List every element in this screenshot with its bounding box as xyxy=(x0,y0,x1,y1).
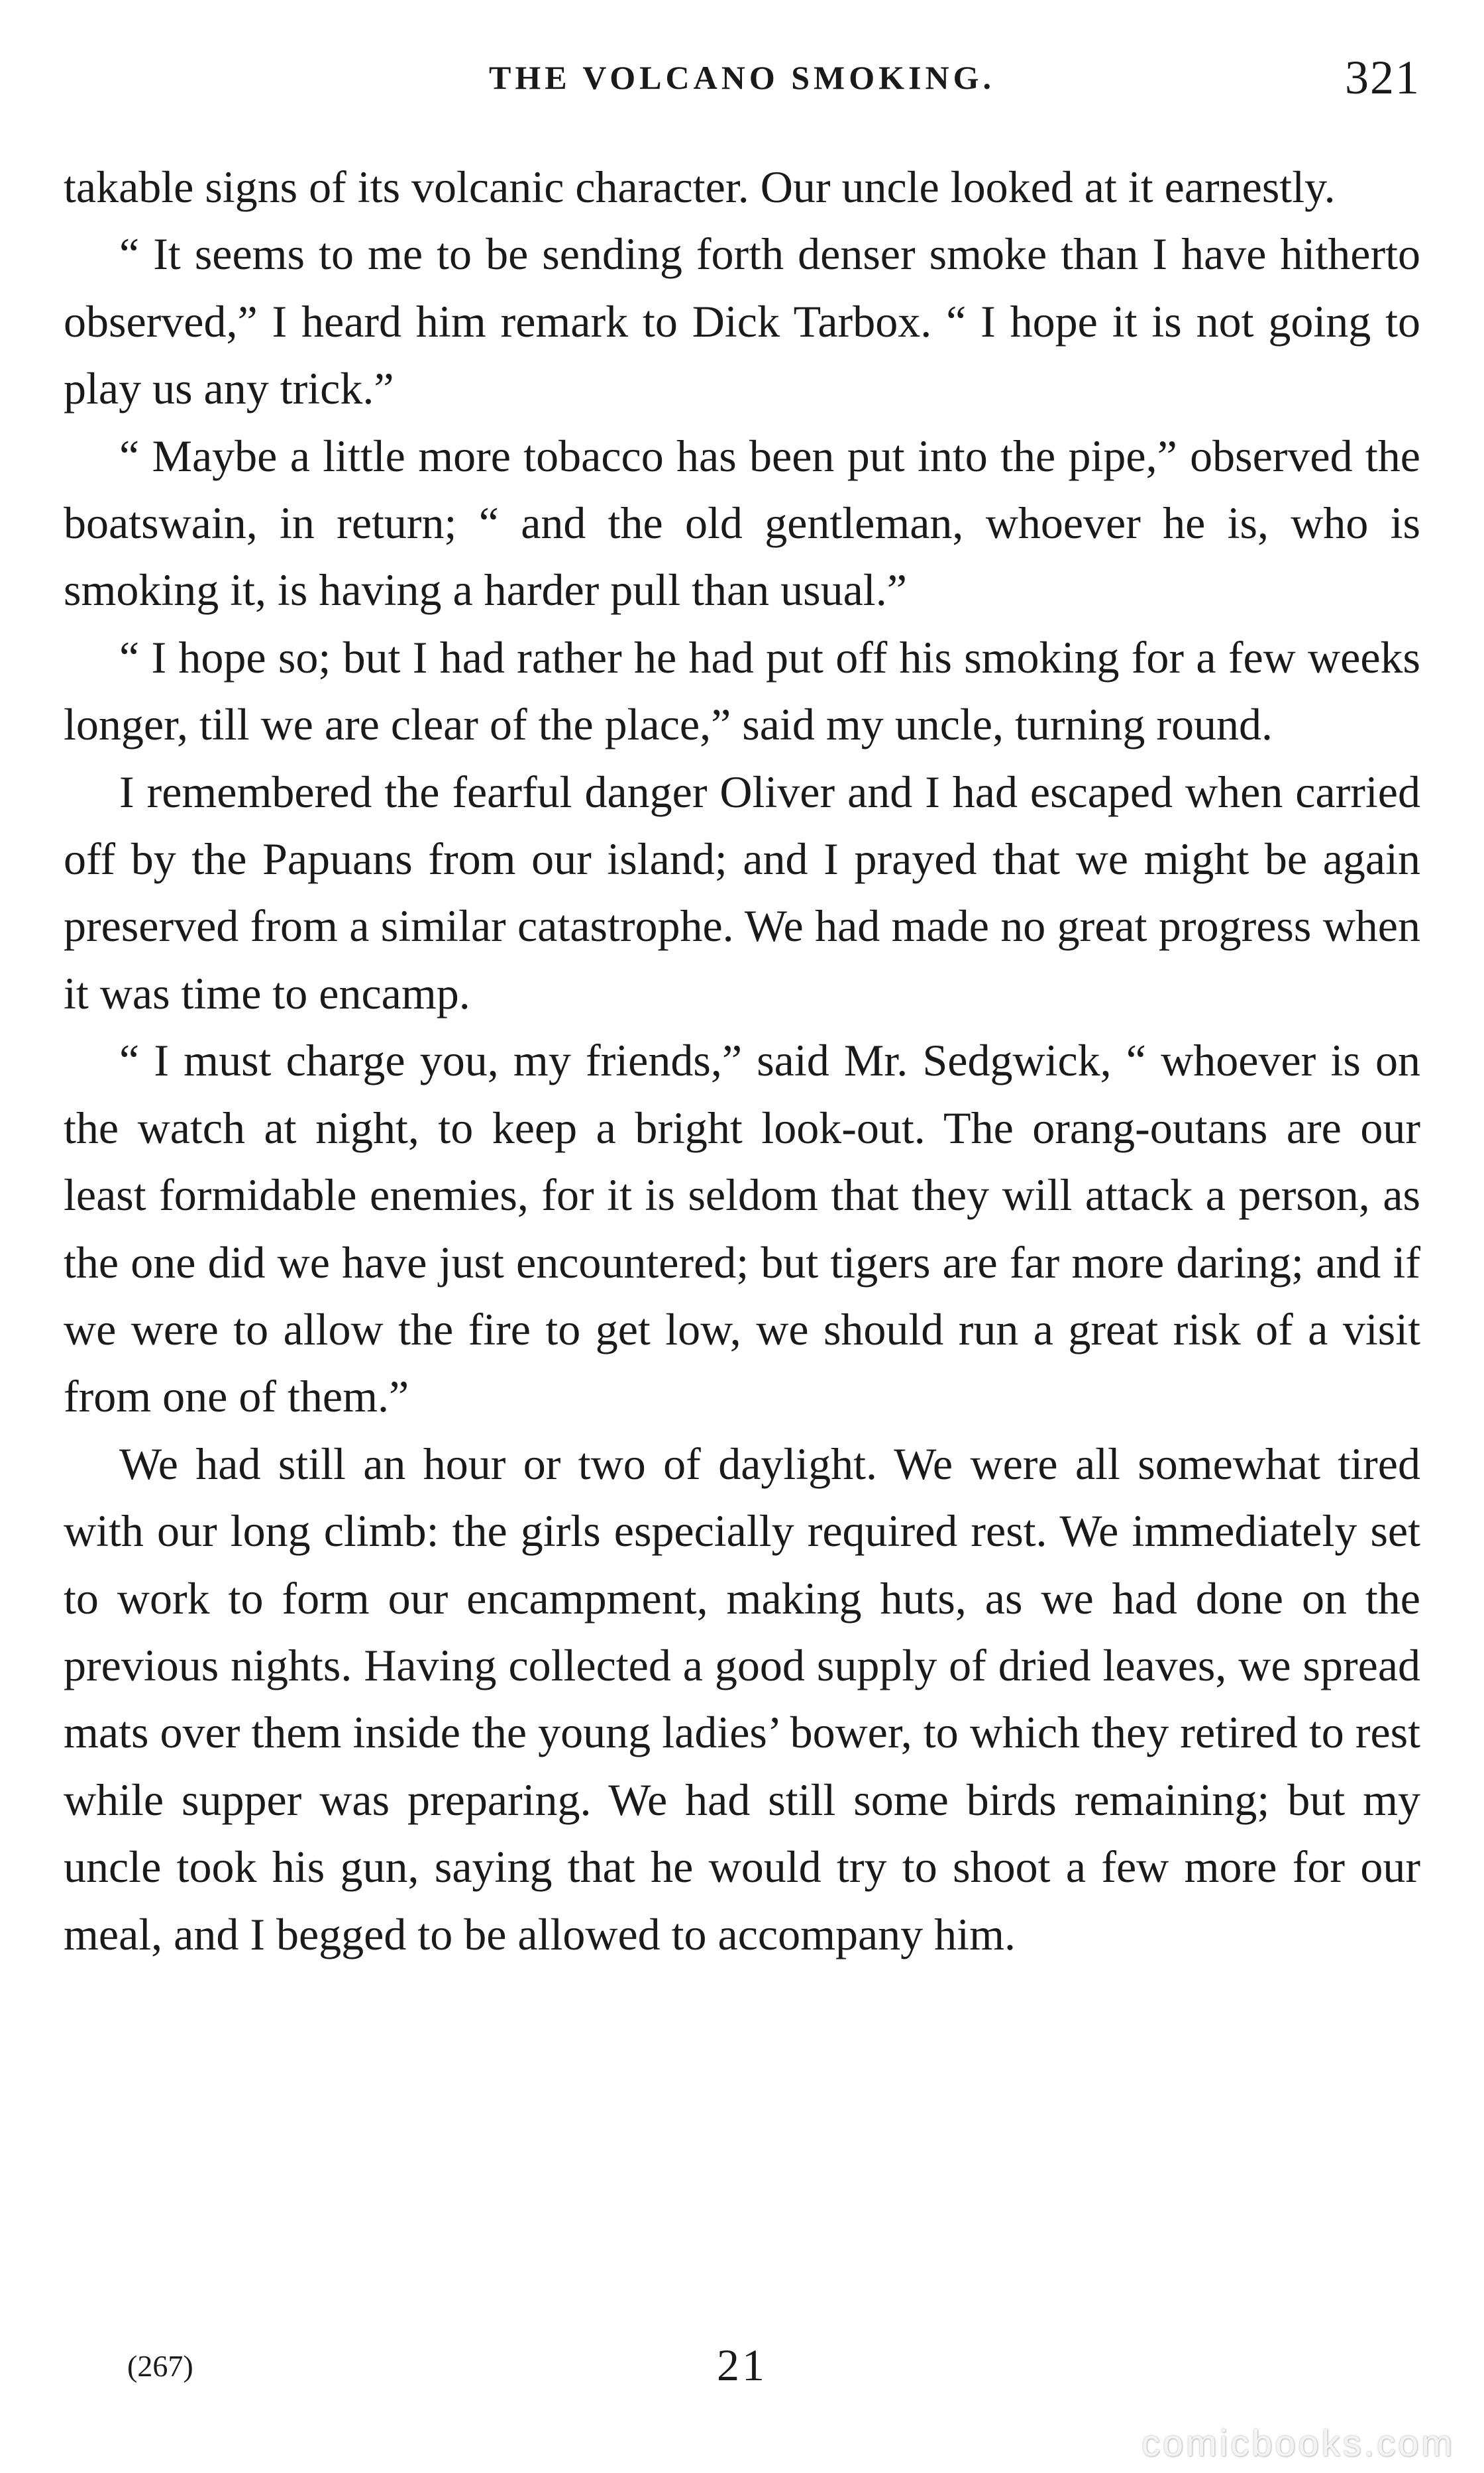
paragraph: “ It seems to me to be sending forth denser smoke than I have hitherto observed,” I heard him remark to Dick Tarbox. “ I hope it is not going to play us any trick.” xyxy=(64,229,1420,414)
page-footer xyxy=(0,2339,1484,2405)
signature-mark: (267) xyxy=(127,2349,193,2383)
sheet-number: 21 xyxy=(717,2340,767,2390)
page-header xyxy=(0,51,1484,131)
paragraph: “ I hope so; but I had rather he had put off his smoking for a few weeks longer, till we are clear of the place,” said my uncle, turning round. xyxy=(64,632,1420,750)
watermark: comicbooks.com xyxy=(1141,2422,1455,2464)
paragraph: takable signs of its volcanic character. Our uncle looked at it earnestly. xyxy=(64,162,1336,212)
body-text xyxy=(64,154,1420,1968)
page-number: 321 xyxy=(1345,51,1420,104)
paragraph: “ I must charge you, my friends,” said Mr. Sedgwick, “ whoever is on the watch at night, to keep a bright look-out. The orang-outans are our least formidable enemies, for it is seldom that they will attack a person, as the one did we have just encountered; but tigers are far more daring; and if we were to allow the fire to get low, we should run a great risk of a visit from one of them.” xyxy=(64,1035,1420,1422)
paragraph: We had still an hour or two of daylight. We were all somewhat tired with our long climb: the girls especially required rest. We immediately set to work to form our encampment, making huts, as we had done on the previous nights. Having collected a good supply of dried leaves, we spread mats over them inside the young ladies’ bower, to which they retired to rest while supper was preparing. We had still some birds remaining; but my uncle took his gun, saying that he would try to shoot a few more for our meal, and I begged to be allowed to accompany him. xyxy=(64,1438,1420,1959)
running-title: THE VOLCANO SMOKING. xyxy=(489,59,995,96)
paragraph: I remembered the fearful danger Oliver and I had escaped when carried off by the Papuans from our island; and I prayed that we might be again preserved from a similar catastrophe. We had made no great progress when it was time to encamp. xyxy=(64,766,1420,1018)
paragraph: “ Maybe a little more tobacco has been put into the pipe,” observed the boatswain, in return; “ and the old gentleman, whoever he is, who is smoking it, is having a harder pull than usual.” xyxy=(64,430,1420,616)
